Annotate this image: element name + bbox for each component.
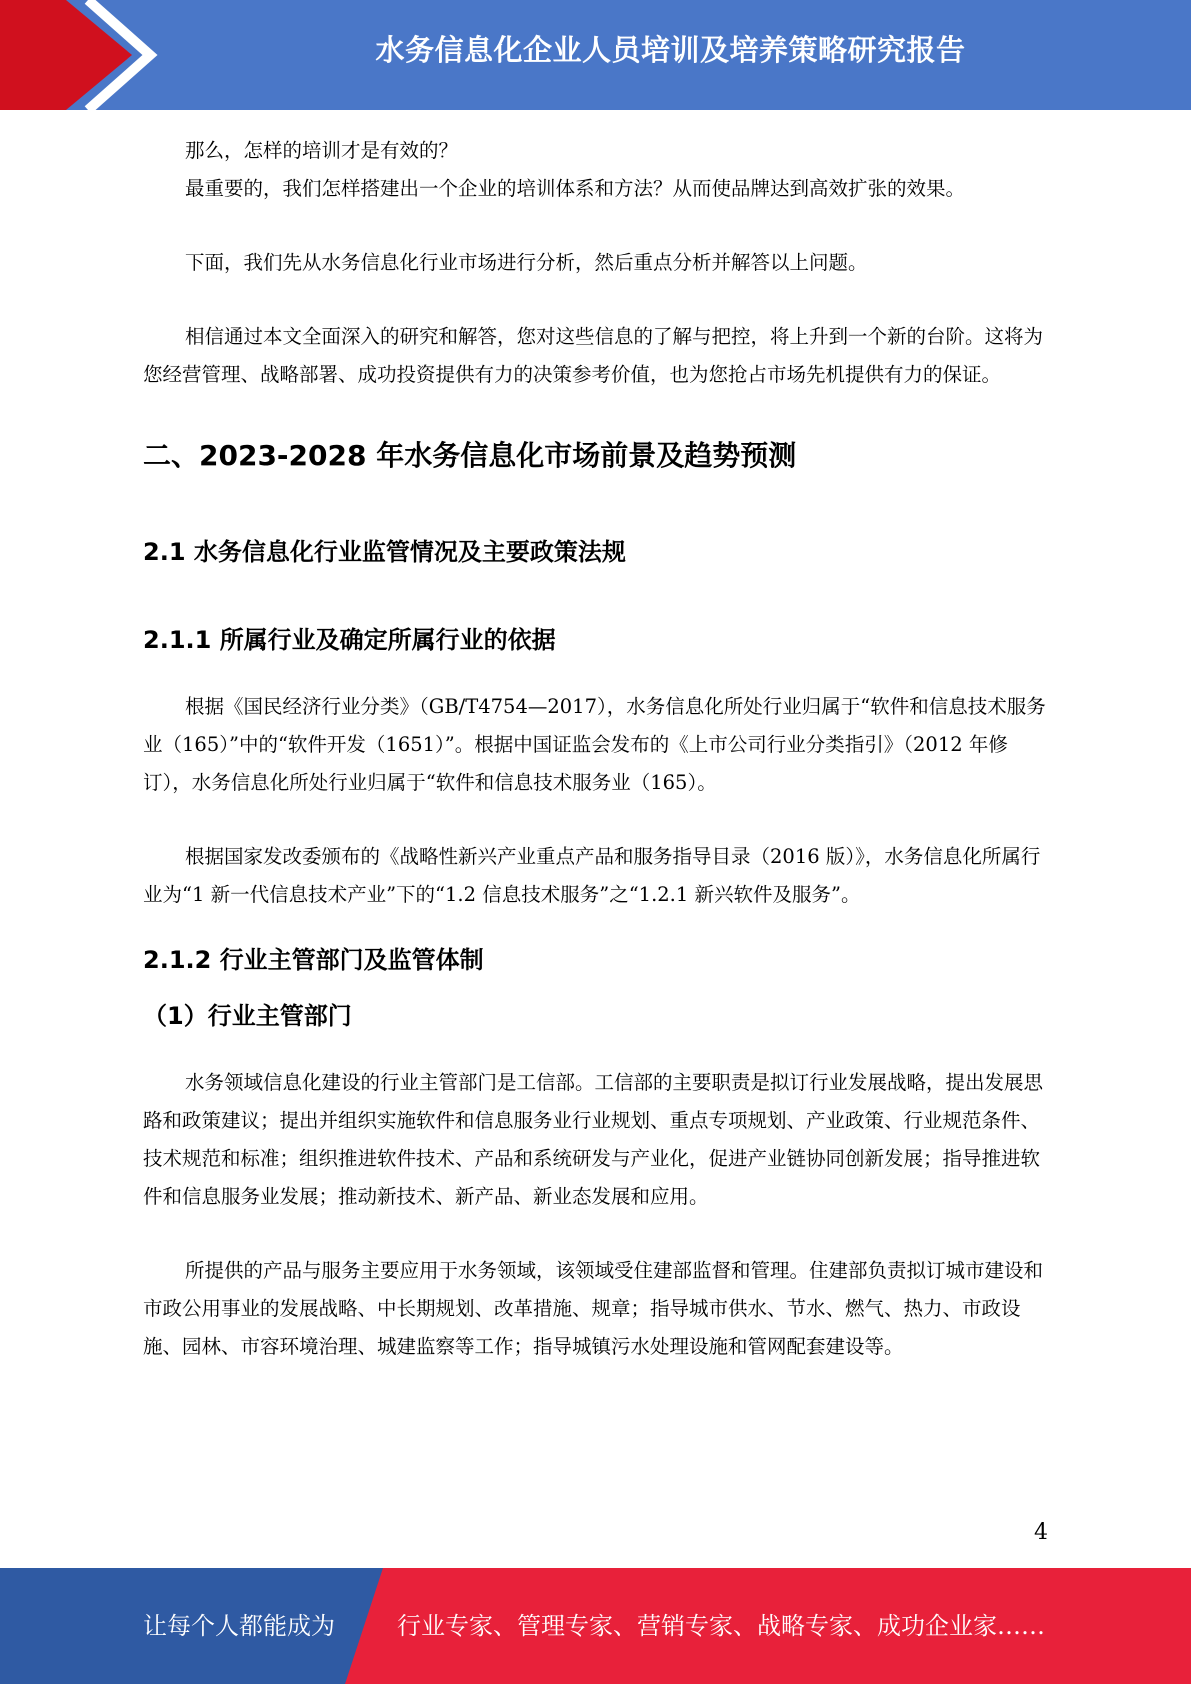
subsection-1-paragraph-1: 水务领域信息化建设的行业主管部门是工信部。工信部的主要职责是拟订行业发展战略，提出发展思路和政策建议；提出并组织实施软件和信息服务业行业规划、重点专项规划、产业政策、行业规范条件、技术规范和标准；组织推进软件技术、产品和系统研发与产业化，促进产业链协同创新发展；指导推进软件和信息服务业发展；推动新技术、新产品、新业态发展和应用。 xyxy=(143,1071,1044,1208)
section-2-1-heading: 2.1 水务信息化行业监管情况及主要政策法规 xyxy=(143,538,626,566)
page-number: 4 xyxy=(1034,1520,1048,1545)
page-header xyxy=(0,0,1191,110)
section-2-1-1-paragraph-1: 根据《国民经济行业分类》（GB/T4754—2017），水务信息化所处行业归属于“软件和信息技术服务业（165）”中的“软件开发（1651）”。根据中国证监会发布的《上市公司行业分类指引》（2012 年修订），水务信息化所处行业归属于“软件和信息技术服务业（165）。 xyxy=(143,695,1046,794)
intro-paragraph-1: 那么，怎样的培训才是有效的？ xyxy=(185,139,459,162)
section-2-1-2-heading: 2.1.2 行业主管部门及监管体制 xyxy=(143,946,484,974)
intro-paragraph-2: 最重要的，我们怎样搭建出一个企业的培训体系和方法？从而使品牌达到高效扩张的效果。 xyxy=(185,177,966,200)
footer-slogan-right: 行业专家、管理专家、营销专家、战略专家、成功企业家…… xyxy=(397,1612,1045,1640)
section-2-heading: 二、2023-2028 年水务信息化市场前景及趋势预测 xyxy=(143,439,797,472)
subsection-1-heading: （1）行业主管部门 xyxy=(143,1002,352,1030)
subsection-1-paragraph-2: 所提供的产品与服务主要应用于水务领域，该领域受住建部监督和管理。住建部负责拟订城市建设和市政公用事业的发展战略、中长期规划、改革措施、规章；指导城市供水、节水、燃气、热力、市政设施、园林、市容环境治理、城建监察等工作；指导城镇污水处理设施和管网配套建设等。 xyxy=(143,1259,1044,1358)
document-body xyxy=(143,132,1048,1366)
intro-paragraph-3: 下面，我们先从水务信息化行业市场进行分析，然后重点分析并解答以上问题。 xyxy=(185,251,868,274)
footer-slogan-left: 让每个人都能成为 xyxy=(143,1612,335,1640)
page-footer xyxy=(0,1568,1191,1684)
section-2-1-1-paragraph-2: 根据国家发改委颁布的《战略性新兴产业重点产品和服务指导目录（2016 版）》，水务信息化所属行业为“1 新一代信息技术产业”下的“1.2 信息技术服务”之“1.2.1 新兴软件及服务”。 xyxy=(143,845,1041,906)
intro-paragraph-4: 相信通过本文全面深入的研究和解答，您对这些信息的了解与把控，将上升到一个新的台阶。这将为您经营管理、战略部署、成功投资提供有力的决策参考价值，也为您抢占市场先机提供有力的保证。 xyxy=(143,325,1044,386)
report-title: 水务信息化企业人员培训及培养策略研究报告 xyxy=(375,33,966,67)
section-2-1-1-heading: 2.1.1 所属行业及确定所属行业的依据 xyxy=(143,626,556,654)
header-arrow-decoration xyxy=(0,0,160,110)
